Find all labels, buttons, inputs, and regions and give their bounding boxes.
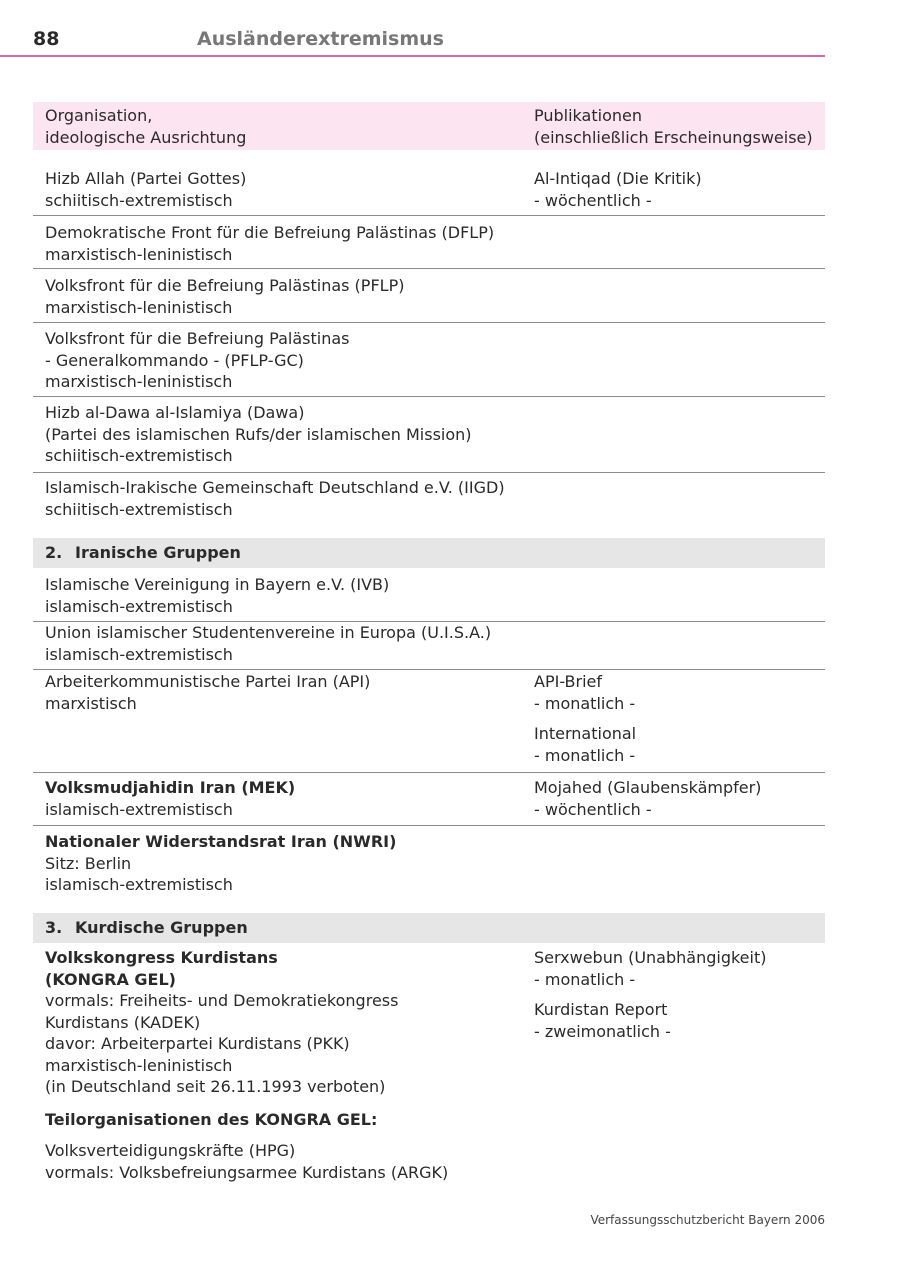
table-row <box>33 826 825 913</box>
header-line: Organisation, <box>45 106 153 125</box>
org-name: Hizb Allah (Partei Gottes) <box>45 169 247 188</box>
org-name: Arbeiterkommunistische Partei Iran (API) <box>45 672 371 691</box>
section-number: 3. <box>45 918 63 937</box>
publication-title: Kurdistan Report <box>534 1000 668 1019</box>
org-detail: vormals: Freiheits- und Demokratiekongress <box>45 991 399 1010</box>
page-footer: Verfassungsschutzbericht Bayern 2006 <box>590 1213 825 1227</box>
org-detail: (in Deutschland seit 26.11.1993 verboten) <box>45 1077 386 1096</box>
org-ideology: schiitisch-extremistisch <box>45 499 233 519</box>
org-name: Demokratische Front für die Befreiung Palästinas (DFLP) <box>45 223 495 242</box>
publication-title: Mojahed (Glaubenskämpfer) <box>534 778 762 797</box>
publication-frequency: - monatlich - <box>534 693 636 713</box>
org-name: - Generalkommando - (PFLP-GC) <box>45 350 304 370</box>
org-name: Islamisch-Irakische Gemeinschaft Deutschland e.V. (IIGD) <box>45 478 505 497</box>
publication-title: Serxwebun (Unabhängigkeit) <box>534 948 767 967</box>
publication <box>534 671 824 714</box>
header-line: Publikationen <box>534 106 642 125</box>
table-row <box>33 397 825 473</box>
page-header <box>0 0 825 57</box>
publication-frequency: - wöchentlich - <box>534 799 652 819</box>
header-line: (einschließlich Erscheinungsweise) <box>534 127 813 147</box>
table-row <box>33 670 825 773</box>
section-title <box>45 543 241 562</box>
table-row <box>33 269 825 323</box>
page-number: 88 <box>33 28 60 50</box>
org-ideology: schiitisch-extremistisch <box>45 446 233 465</box>
organisations-table <box>33 102 825 1193</box>
org-name: (Partei des islamischen Rufs/der islamischen Mission) <box>45 424 472 444</box>
publication-frequency: - wöchentlich - <box>534 190 652 210</box>
org-ideology: marxistisch-leninistisch <box>45 372 233 391</box>
chapter-title: Ausländerextremismus <box>197 28 444 50</box>
table-row <box>33 943 825 1193</box>
org-name: Volksfront für die Befreiung Palästinas (PFLP) <box>45 276 405 295</box>
table-header-right <box>534 105 824 148</box>
section-iranian-groups <box>33 538 825 568</box>
publication-title: International <box>534 724 637 743</box>
org-name: Volksmudjahidin Iran (MEK) <box>45 778 296 797</box>
org-ideology: marxistisch-leninistisch <box>45 244 233 264</box>
sub-organisations-heading: Teilorganisationen des KONGRA GEL: <box>45 1109 378 1129</box>
section-title <box>45 918 248 937</box>
org-name: (KONGRA GEL) <box>45 969 176 989</box>
org-ideology: schiitisch-extremistisch <box>45 190 233 210</box>
publication <box>534 723 824 766</box>
publication-title: Al-Intiqad (Die Kritik) <box>534 169 702 188</box>
org-name: Volksfront für die Befreiung Palästinas <box>45 329 350 348</box>
org-name: Hizb al-Dawa al-Islamiya (Dawa) <box>45 403 305 422</box>
publication <box>534 947 824 990</box>
table-row <box>33 323 825 397</box>
org-name: Volkskongress Kurdistans <box>45 948 278 967</box>
org-detail: davor: Arbeiterpartei Kurdistans (PKK) <box>45 1034 350 1053</box>
org-detail: Kurdistans (KADEK) <box>45 1012 201 1032</box>
header-line: ideologische Ausrichtung <box>45 127 247 147</box>
table-row <box>33 773 825 826</box>
publication-frequency: - monatlich - <box>534 969 636 989</box>
org-ideology: islamisch-extremistisch <box>45 596 233 616</box>
publication <box>534 999 824 1042</box>
table-row <box>33 622 825 670</box>
publication-frequency: - zweimonatlich - <box>534 1021 671 1041</box>
org-ideology: marxistisch-leninistisch <box>45 1055 233 1075</box>
section-name: Iranische Gruppen <box>75 543 241 562</box>
section-kurdish-groups <box>33 913 825 943</box>
org-name: Islamische Vereinigung in Bayern e.V. (IVB) <box>45 575 390 594</box>
org-name: Union islamischer Studentenvereine in Europa (U.I.S.A.) <box>45 623 492 642</box>
sub-organisation: Volksverteidigungskräfte (HPG) <box>45 1141 296 1160</box>
section-number: 2. <box>45 543 63 562</box>
org-ideology: islamisch-extremistisch <box>45 644 233 664</box>
org-ideology: marxistisch-leninistisch <box>45 297 233 317</box>
org-ideology: marxistisch <box>45 693 137 713</box>
table-row <box>33 568 825 622</box>
table-header <box>33 102 825 150</box>
table-header-left <box>45 105 515 148</box>
org-seat: Sitz: Berlin <box>45 853 132 873</box>
publication-frequency: - monatlich - <box>534 745 636 765</box>
publication-title: API-Brief <box>534 672 602 691</box>
org-ideology: islamisch-extremistisch <box>45 875 233 894</box>
table-row <box>33 473 825 538</box>
org-ideology: islamisch-extremistisch <box>45 799 233 819</box>
org-name: Nationaler Widerstandsrat Iran (NWRI) <box>45 832 397 851</box>
section-name: Kurdische Gruppen <box>75 918 248 937</box>
table-row <box>33 216 825 269</box>
table-row <box>33 150 825 216</box>
sub-organisation: vormals: Volksbefreiungsarmee Kurdistans (ARGK) <box>45 1162 449 1182</box>
